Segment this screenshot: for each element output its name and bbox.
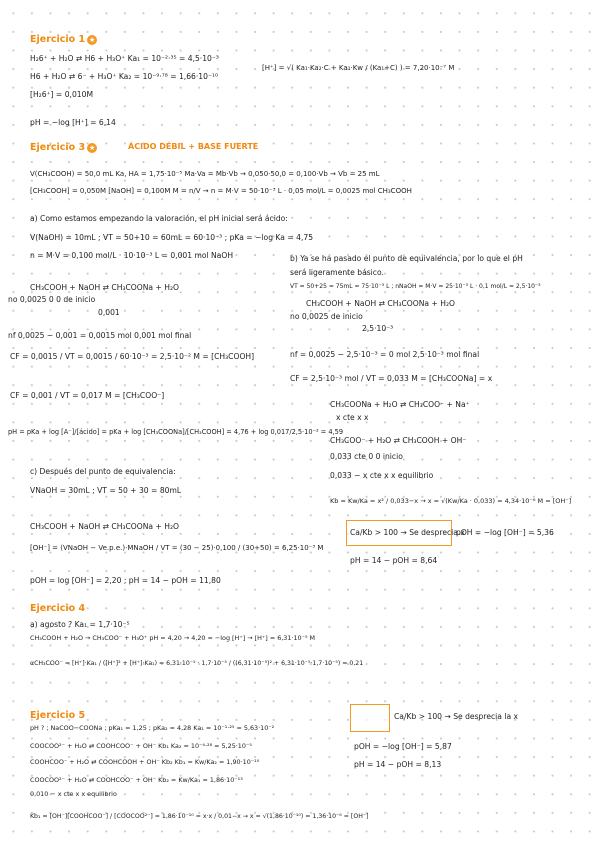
text-line: Kb₁ = [OH⁻][COOHCOO⁻] / [COOCOO²⁻] = 1,86·10⁻¹⁰ = x·x / 0,01−x → x = √(1,86·10⁻¹⁰) = 1,36·10⁻⁶ = [OH⁻]: [30, 813, 369, 820]
text-line: CH₃COOH + NaOH ⇄ CH₃COONa + H₂O: [306, 299, 455, 308]
text-line: [H₂6⁺] = 0,010M: [30, 90, 94, 99]
text-line: H₂6⁺ + H₂O ⇄ H6 + H₃O⁺ Ka₁ = 10⁻²·³⁵ = 4,5·10⁻³: [30, 54, 219, 63]
text-line: COOCOO²⁻ + H₂O ⇄ COOHCOO⁻ + OH⁻ Kb₂ = Kw/Ka₁ = 1,86·10⁻¹³: [30, 776, 243, 784]
text-line: H6 + H₂O ⇄ 6⁻ + H₃O⁺ Ka₂ = 10⁻⁹·⁷⁸ = 1,66·10⁻¹⁰: [30, 72, 219, 81]
text-line: nf = 0,0025 − 2,5·10⁻³ = 0 mol 2,5·10⁻³ mol final: [290, 350, 480, 359]
highlight-box: [350, 704, 390, 732]
text-line: 0,033 cte 0 0 inicio: [330, 452, 403, 461]
text-line: [CH₃COOH] = 0,050M [NaOH] = 0,100M M = n/V → n = M·V = 50·10⁻³ L · 0,05 mol/L = 0,0025 mol CH₃COOH: [30, 187, 412, 195]
text-line: pOH = log [OH⁻] = 2,20 ; pH = 14 − pOH = 11,80: [30, 576, 221, 585]
star-icon: ★: [88, 35, 96, 44]
text-line: pOH = −log [OH⁻] = 5,87: [354, 742, 452, 751]
text-line: VT = 50+25 = 75mL = 75·10⁻³ L ; nNaOH = M·V = 25·10⁻³ L · 0,1 mol/L = 2,5·10⁻³: [290, 283, 541, 290]
text-line: CH₃COOH + NaOH ⇄ CH₃COONa + H₂O: [30, 283, 179, 292]
text-line: CF = 0,001 / VT = 0,017 M = [CH₃COO⁻]: [10, 391, 165, 400]
text-line: VNaOH = 30mL ; VT = 50 + 30 = 80mL: [30, 486, 182, 495]
text-line: será ligeramente básico.: [290, 268, 384, 277]
heading-ejercicio-1: Ejercicio 1 ★: [30, 34, 96, 45]
text-line: 0,001: [98, 308, 120, 317]
text-line: Kb = Kw/Ka = x² / 0,033−x → x = √(Kw/Ka · 0,033) = 4,34·10⁻⁶ M = [OH⁻]: [330, 497, 572, 505]
text-line: V(NaOH) = 10mL ; VT = 50+10 = 60mL = 60·10⁻³ ; pKa = −log Ka = 4,75: [30, 233, 314, 242]
text-line: CF = 0,0015 / VT = 0,0015 / 60·10⁻³ = 2,5·10⁻² M = [CH₃COOH]: [10, 352, 255, 361]
text-line: no 0,0025 0 0 de inicio: [8, 295, 96, 304]
text-line: CH₃COO⁻ + H₂O ⇄ CH₃COOH + OH⁻: [330, 436, 467, 445]
text-line: CF = 2,5·10⁻³ mol / VT = 0,033 M = [CH₃COONa] = x: [290, 374, 493, 383]
text-line: a) agosto ? Ka₁ = 1,7·10⁻⁵: [30, 620, 130, 629]
text-line: CH₃COOH + NaOH ⇄ CH₃COONa + H₂O: [30, 522, 179, 531]
heading-ejercicio-3: Ejercicio 3 ★: [30, 142, 96, 153]
text-line: CH₃COOH + H₂O → CH₃COO⁻ + H₃O⁺ pH = 4,20 → 4,20 = −log [H⁺] → [H⁺] = 6,31·10⁻⁵ M: [30, 634, 316, 642]
text-line: pH = −log [H⁺] = 6,14: [30, 118, 116, 127]
heading-ejercicio-5: Ejercicio 5: [30, 710, 86, 721]
text-line: pH = pKa + log [A⁻]/[ácido] = pKa + log [CH₃COONa]/[CH₃COOH] = 4,76 + log 0,017/2,5·10⁻² = 4,59: [8, 428, 344, 436]
text-line: V(CH₃COOH) = 50,0 mL Ka, HA = 1,75·10⁻⁵ Ma·Va = Mb·Vb → 0,050·50,0 = 0,100·Vb → Vb = 25 mL: [30, 170, 380, 178]
text-line: pH ? ; NaCOO−COONa ; pKa₁ = 1,25 ; pKa₂ = 4,28 Ka₁ = 10⁻¹·²⁵ = 5,63·10⁻²: [30, 724, 275, 732]
text-line: x cte x x: [336, 413, 369, 422]
heading-topic: ÁCIDO DÉBIL + BASE FUERTE: [128, 142, 259, 151]
text-line: Ca/Kb > 100 → Se desprecia x: [350, 528, 465, 537]
text-line: 0,010 − x cte x x equilibrio: [30, 790, 117, 798]
formula-h-concentration: [H⁺] = √( Ka₁·Ka₂·C + Ka₁·Kw / (Ka₁+C) ) = 7,20·10⁻⁷ M: [262, 64, 455, 72]
text-line: COOCOO²⁻ + H₂O ⇄ COOHCOO⁻ + OH⁻ Kb₁ Ka₂ = 10⁻⁴·²⁸ = 5,25·10⁻⁵: [30, 742, 252, 750]
text-line: 0,033 − x cte x x equilibrio: [330, 471, 434, 480]
heading-ejercicio-4: Ejercicio 4: [30, 603, 86, 614]
text-line: pOH = −log [OH⁻] = 5,36: [456, 528, 554, 537]
text-line: c) Después del punto de equivalencia:: [30, 467, 176, 476]
text-line: no 0,0025 de inicio: [290, 312, 363, 321]
text-line: b) Ya se ha pasado el punto de equivalencia, por lo que el pH: [290, 254, 523, 263]
text-line: pH = 14 − pOH = 8,13: [354, 760, 442, 769]
text-line: nf 0,0025 − 0,001 = 0,0015 mol 0,001 mol final: [8, 331, 192, 340]
text-line: pH = 14 − pOH = 8,64: [350, 556, 438, 565]
text-line: COOHCOO⁻ + H₂O ⇄ COOHCOOH + OH⁻ Kb₂ Kb₁ = Kw/Ka₂ = 1,90·10⁻¹⁰: [30, 758, 260, 766]
text-line: n = M·V = 0,100 mol/L · 10·10⁻³ L = 0,001 mol NaOH: [30, 251, 234, 260]
text-line: CH₃COONa + H₂O ⇄ CH₃COO⁻ + Na⁺: [330, 400, 470, 409]
text-line: [OH⁻] = (VNaOH − Ve.p.e.)·MNaOH / VT = (30 − 25)·0,100 / (30+50) = 6,25·10⁻³ M: [30, 544, 324, 552]
text-line: a) Como estamos empezando la valoración, el pH inicial será ácido:: [30, 214, 288, 223]
text-line: 2,5·10⁻³: [362, 324, 394, 333]
text-line: Ca/Kb > 100 → Se desprecia la x: [394, 712, 519, 721]
star-icon: ★: [88, 143, 96, 152]
text-line: αCH₃COO⁻ = [H⁺]·Ka₁ / ([H⁺]² + [H⁺]·Ka₁) = 6,31·10⁻⁵ · 1,7·10⁻⁵ / ((6,31·10⁻⁵)² + 6,31·10⁻⁵·1,7·10⁻⁵) = 0,21: [30, 660, 364, 667]
